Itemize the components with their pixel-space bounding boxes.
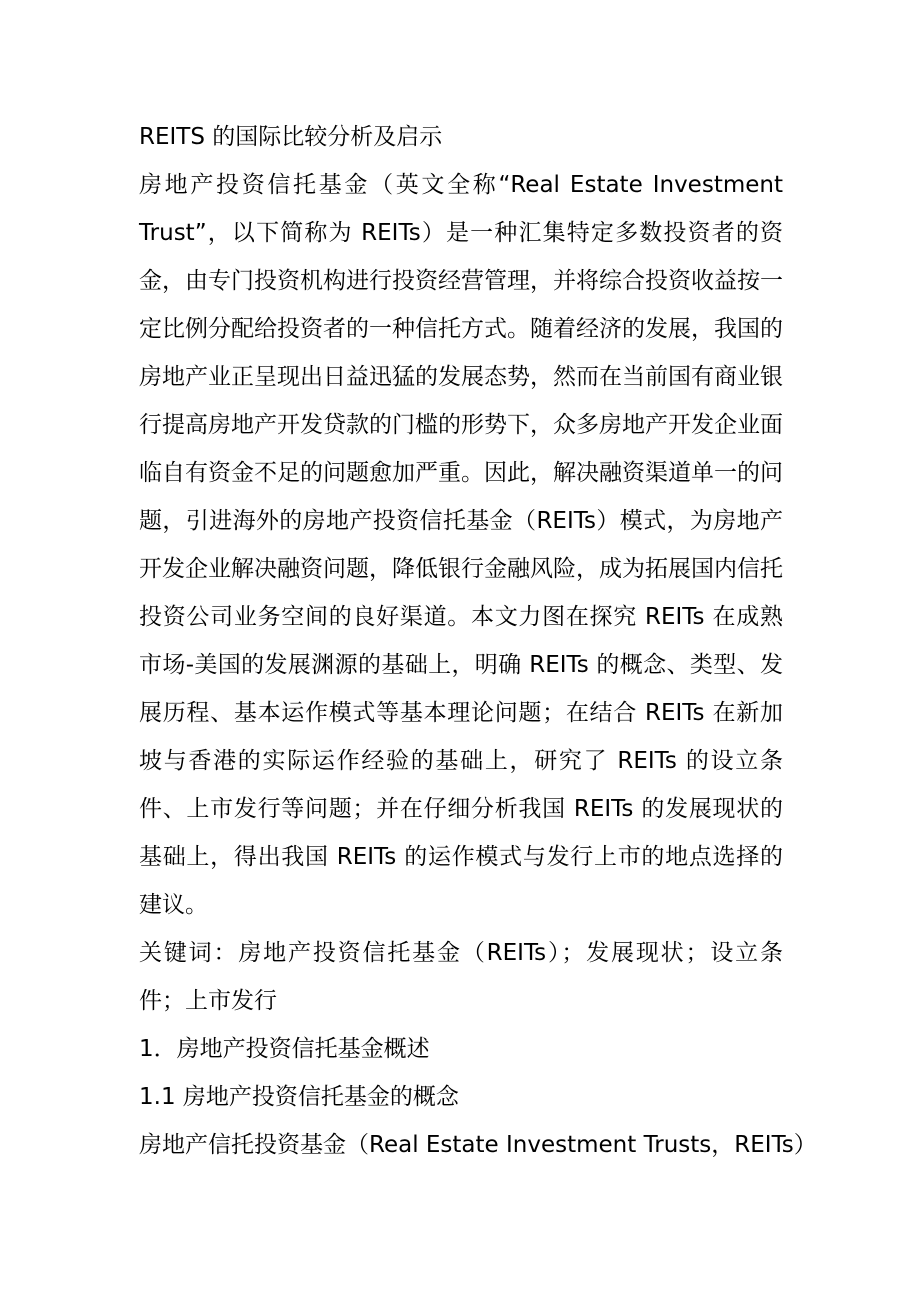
section-1-1-text: 房地产信托投资基金（Real Estate Investment Trusts，REITs）	[139, 1132, 817, 1158]
abstract-paragraph: 房地产投资信托基金（英文全称“Real Estate Investment Trust”，以下简称为 REITs）是一种汇集特定多数投资者的资金，由专门投资机构进行投资经营管理，并将综合投资收益按一定比例分配给投资者的一种信托方式。随着经济的发展，我国的房地产业正呈现出日益迅猛的发展态势，然而在当前国有商业银行提高房地产开发贷款的门槛的形势下，众多房地产开发企业面临自有资金不足的问题愈加严重。因此，解决融资渠道单一的问题，引进海外的房地产投资信托基金（REITs）模式，为房地产开发企业解决融资问题，降低银行金融风险，成为拓展国内信托投资公司业务空间的良好渠道。本文力图在探究 REITs 在成熟市场-美国的发展渊源的基础上，明确 REITs 的概念、类型、发展历程、基本运作模式等基本理论问题；在结合 REITs 在新加坡与香港的实际运作经验的基础上，研究了 REITs 的设立条件、上市发行等问题；并在仔细分析我国 REITs 的发展现状的基础上，得出我国 REITs 的运作模式与发行上市的地点选择的建议。	[139, 172, 783, 918]
document-title: REITS 的国际比较分析及启示	[139, 124, 443, 150]
document-body	[139, 113, 817, 1169]
section-1-1-heading: 1.1 房地产投资信托基金的概念	[139, 1084, 459, 1110]
keywords-paragraph: 关键词：房地产投资信托基金（REITs）；发展现状；设立条件；上市发行	[139, 940, 783, 1014]
section-1-heading: 1．房地产投资信托基金概述	[139, 1036, 430, 1062]
